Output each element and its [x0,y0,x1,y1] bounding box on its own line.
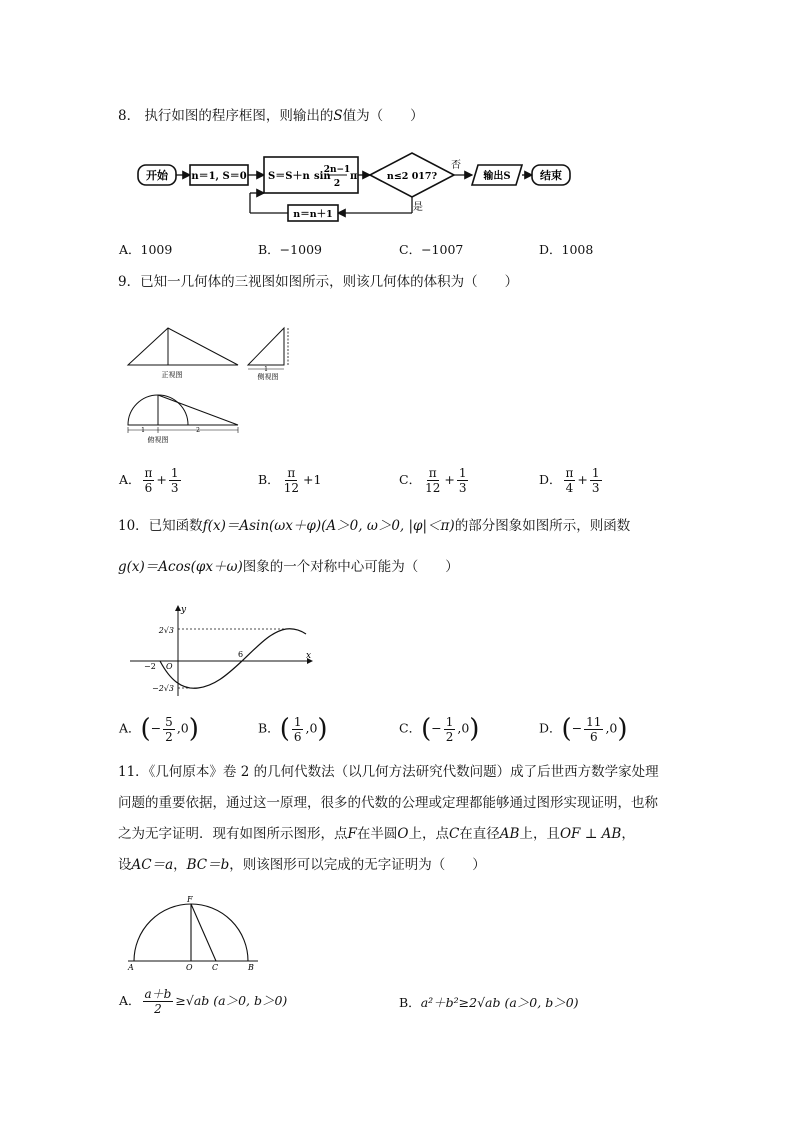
side-view-label: 侧视图 [257,373,279,381]
frac: $\frac{5}{2}$ [165,714,173,744]
q9-option-c[interactable]: C． $\frac{\pi}{12}$ + $\frac{1}{3}$ [399,466,467,495]
flow-process-sin: sin [314,171,331,182]
q8-option-c[interactable]: C．−1007 [399,242,464,257]
q10-line2: g(x)＝Acos(φx＋ω)图象的一个对称中心可能为（ ） [118,559,459,575]
q8-option-b[interactable]: B．−1009 [258,242,322,257]
top-view-label: 俯视图 [147,436,169,444]
segment-fc [191,904,216,961]
x-six-label: 6 [238,650,244,659]
front-view [128,328,238,379]
flow-process-a: S＝S＋n [268,171,310,182]
q10-line1: 10．已知函数f(x)＝Asin(ωx＋φ)(A＞0, ω＞0, |φ|＜π)的部分图象如图所示，则函数 [118,518,631,534]
frac: $\frac{1}{2}$ [445,714,454,744]
q8-stem [118,104,424,124]
side-view-dim: 1 [264,366,268,373]
top-view-dim-1: 1 [141,427,145,434]
point-a-label: A [128,963,134,972]
q10-option-a[interactable]: A．(− $\frac{5}{2}$ ,0) [119,714,199,744]
side-view [248,328,288,381]
q10-option-c[interactable]: C．(− $\frac{1}{2}$ ,0) [399,714,480,744]
flow-process-num: 2n−1 [323,165,351,175]
frac: $\frac{1}{3}$ [591,466,600,495]
frac: $\frac{1}{3}$ [170,466,179,495]
frac: $\frac{\pi}{6}$ [144,466,153,495]
frac: $\frac{11}{6}$ [586,714,602,744]
q10-option-d[interactable]: D．(− $\frac{11}{6}$ ,0) [539,714,628,744]
q8-text: 执行如图的程序框图，则输出的 [144,108,334,124]
q10-func-g: g(x)＝Acos(φx＋ω) [118,559,243,575]
x-axis-label: x [306,651,312,661]
frac: $\frac{1}{3}$ [458,466,467,495]
q11-option-b[interactable]: B．a²＋b²≥2√ab (a＞0, b＞0) [399,995,579,1010]
point-c-label: C [212,963,219,972]
q10-condition: (A＞0, ω＞0, |φ|＜π) [321,518,455,534]
q8-option-d[interactable]: D．1008 [539,242,594,257]
x-left-label: −2 [144,662,156,671]
q9-three-views [122,325,302,455]
flow-process-den: 2 [333,179,341,189]
y-max-label: 2√3 [158,626,174,635]
frac: $\frac{\pi}{4}$ [565,466,574,495]
frac: $\frac{\pi}{12}$ [283,466,299,495]
flow-end-label: 结束 [540,169,562,182]
point-o-label: O [186,963,193,972]
q10-graph [126,602,316,698]
q10-func-f: f(x)＝Asin(ωx＋φ) [202,518,322,534]
y-axis-label: y [181,605,187,615]
q10-option-b[interactable]: B．( $\frac{1}{6}$ ,0) [258,714,328,744]
q11-line1: 11．《几何原本》卷 2 的几何代数法（以几何方法研究代数问题）成了后世西方数学家处理 [118,764,659,780]
q8-number: 8． [118,108,141,124]
q8-text-end: 值为（ ） [342,108,424,124]
flow-increment-label: n＝n＋1 [293,209,333,220]
flow-output-label: 输出S [483,171,511,182]
q9-option-b[interactable]: B． $\frac{\pi}{12}$ +1 [258,466,322,495]
sine-curve [160,629,306,689]
point-f-label: F [187,895,193,904]
flow-no-label: 否 [451,160,461,171]
q11-option-a[interactable]: A． $\frac{a+b}{2}$ ≥√ab (a＞0, b＞0) [119,987,288,1016]
q8-flowchart [130,148,590,228]
flow-init-label: n＝1, S＝0 [191,171,247,182]
q8-option-a[interactable]: A．1009 [119,242,173,257]
q8-var: S [333,108,343,124]
frac: $\frac{\pi}{12}$ [425,466,441,495]
top-view-dim-2: 2 [196,427,200,434]
y-min-label: −2√3 [152,684,174,693]
q9-option-a[interactable]: A． $\frac{\pi}{6}$ + $\frac{1}{3}$ [119,466,179,495]
top-view [128,395,238,444]
front-view-label: 正视图 [161,371,183,379]
q9-stem: 9．已知一几何体的三视图如图所示，则该几何体的体积为（ ） [118,274,519,290]
flow-yes-label: 是 [413,202,423,213]
flow-process-pi: π [350,171,358,182]
frac: $\frac{a+b}{2}$ [144,987,172,1016]
q9-option-d[interactable]: D． $\frac{\pi}{4}$ + $\frac{1}{3}$ [539,466,600,495]
q11-semicircle-figure [124,890,270,972]
q11-line2: 问题的重要依据，通过这一原理，很多的代数的公理或定理都能够通过图形实现证明，也称 [118,795,658,811]
point-b-label: B [248,963,254,972]
flow-decision-label: n≤2 017? [386,171,438,182]
q11-line4: 设AC＝a，BC＝b，则该图形可以完成的无字证明为（ ） [118,857,486,873]
q11-line3: 之为无字证明．现有如图所示图形，点F在半圆O上，点C在直径AB上，且OF ⊥ AB， [118,826,635,842]
origin-label: O [166,662,173,671]
flow-start-label: 开始 [146,169,168,182]
frac: $\frac{1}{6}$ [293,714,302,744]
